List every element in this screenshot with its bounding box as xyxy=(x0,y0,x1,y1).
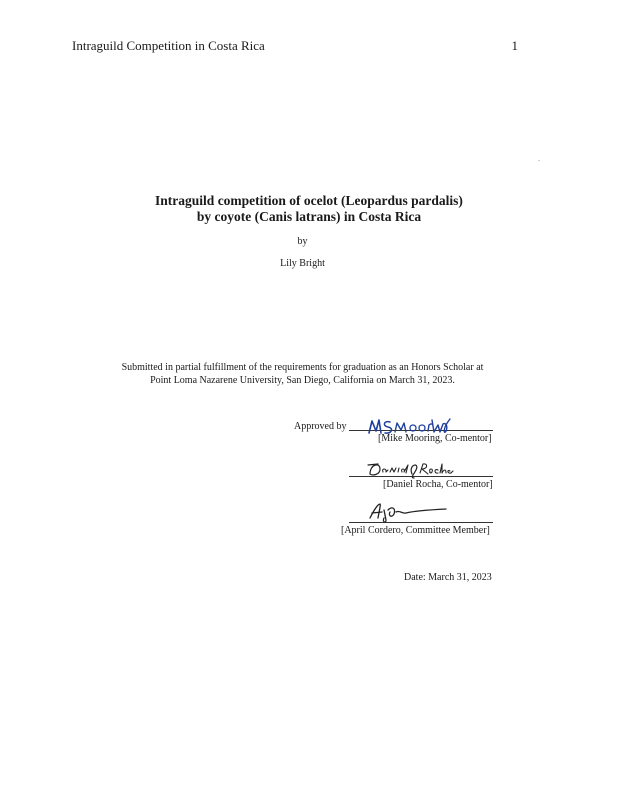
approved-by-label: Approved by xyxy=(294,421,347,432)
page-number: 1 xyxy=(511,38,518,53)
signature-rocha xyxy=(366,458,462,480)
signatory-caption-2: [Daniel Rocha, Co-mentor] xyxy=(383,479,493,490)
signature-cordero xyxy=(366,500,456,524)
thesis-title xyxy=(0,193,618,225)
signatory-caption-1: [Mike Mooring, Co-mentor] xyxy=(378,433,492,444)
author-name: Lily Bright xyxy=(280,258,325,269)
submission-line-1: Submitted in partial fulfillment of the requirements for graduation as an Honors Scholar at xyxy=(121,362,484,373)
page-header xyxy=(72,38,518,56)
running-head: Intraguild Competition in Costa Rica xyxy=(72,38,265,53)
submission-date: Date: March 31, 2023 xyxy=(404,572,492,583)
signatory-caption-3: [April Cordero, Committee Member] xyxy=(341,525,490,536)
title-line-2: by coyote (Canis latrans) in Costa Rica xyxy=(196,209,422,224)
submission-statement xyxy=(0,362,605,387)
submission-line-2: Point Loma Nazarene University, San Diego, California on March 31, 2023. xyxy=(150,374,455,386)
title-line-1: Intraguild competition of ocelot (Leopardus pardalis) xyxy=(155,193,463,208)
scan-speck xyxy=(538,160,540,161)
by-label: by xyxy=(297,236,308,247)
